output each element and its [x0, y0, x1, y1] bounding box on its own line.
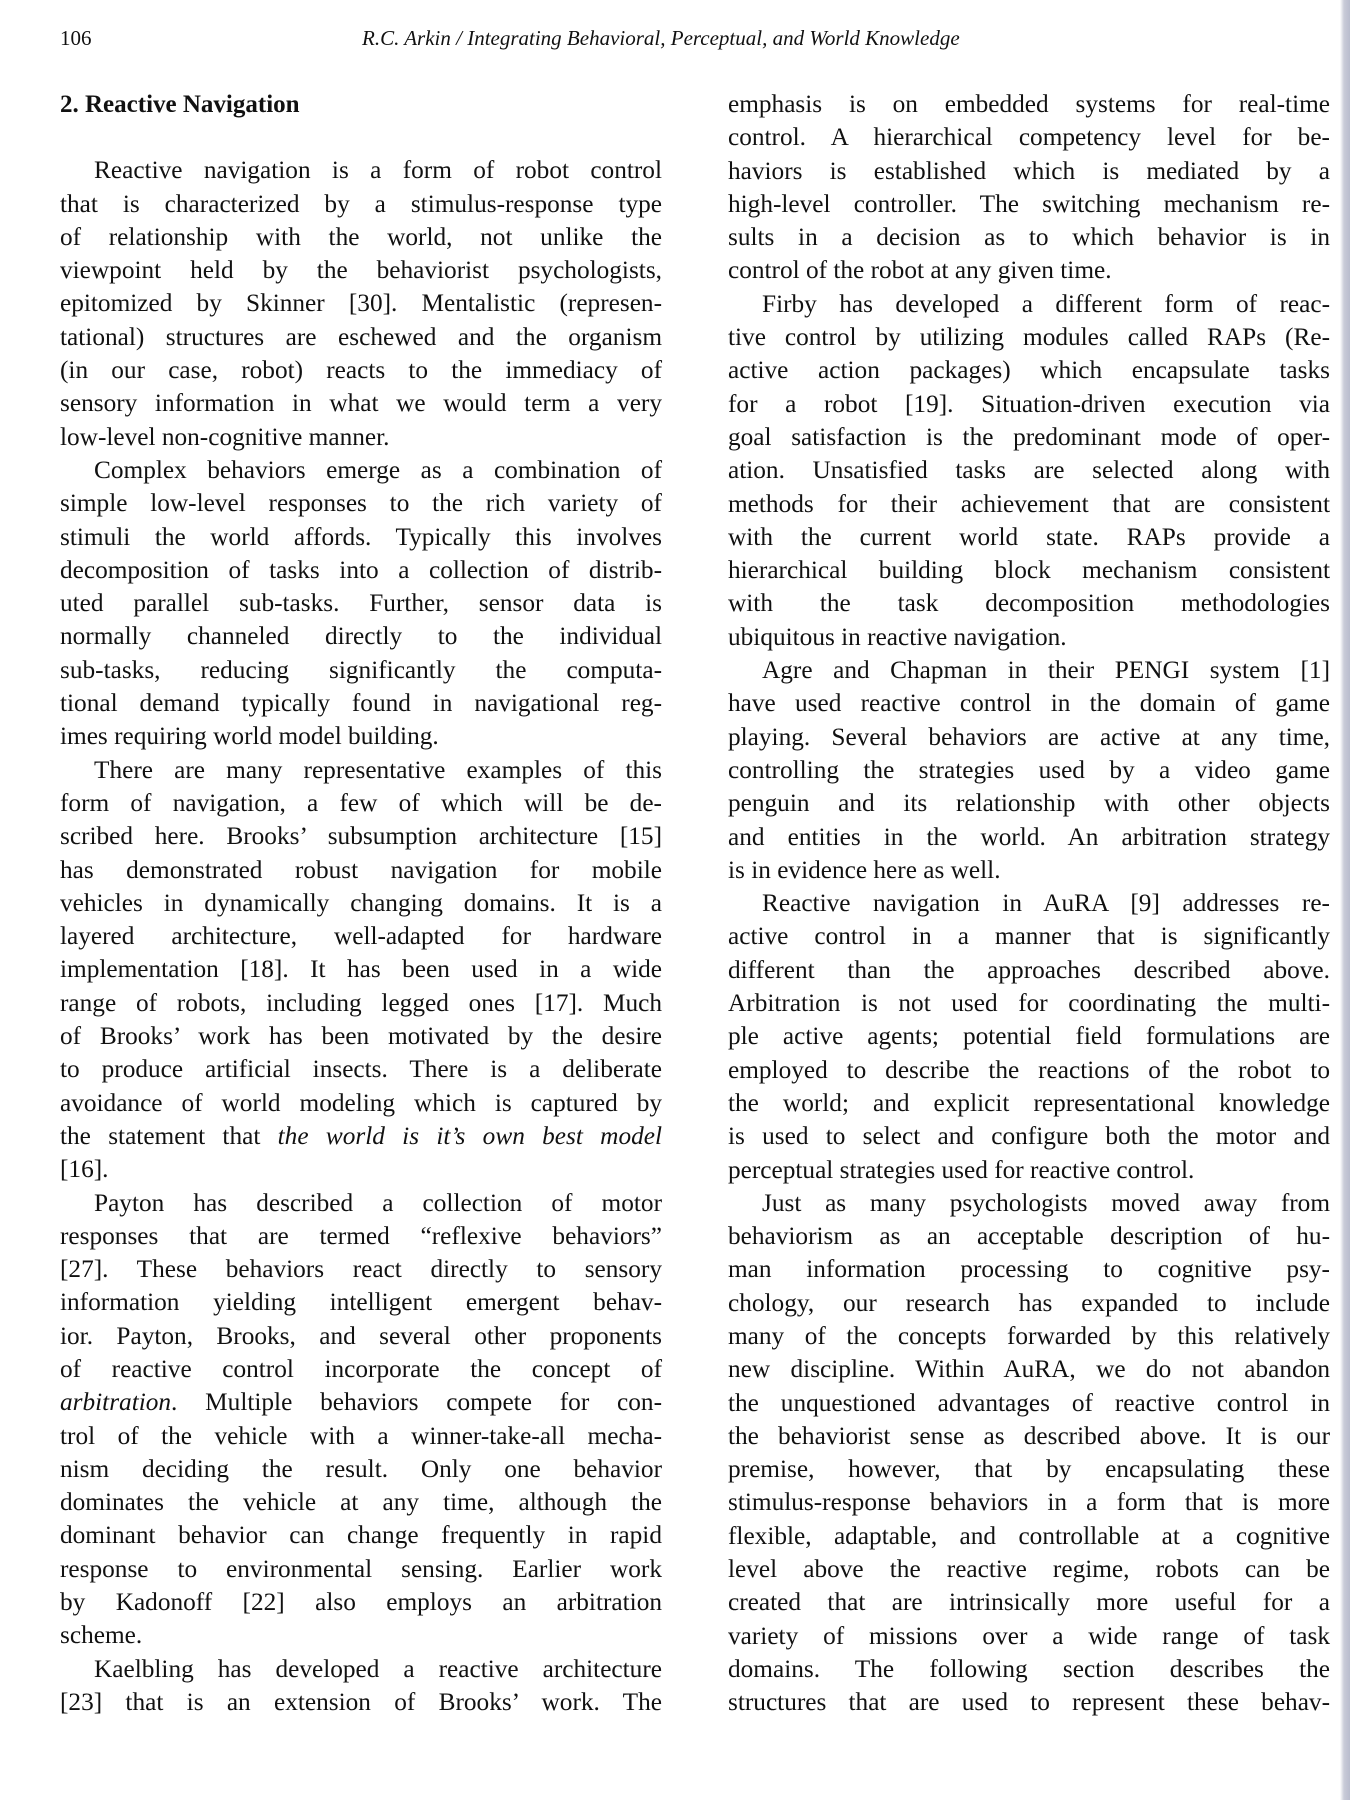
text-line: tional demand typically found in navigational reg- [60, 689, 662, 718]
text-line: created that are intrinsically more useful for a [728, 1588, 1330, 1617]
text-line: with the task decomposition methodologies [728, 589, 1330, 618]
text-line: Agre and Chapman in their PENGI system [1] [762, 656, 1330, 685]
text-line: stimulus-response behaviors in a form that is more [728, 1488, 1330, 1517]
text-line: [16]. [60, 1155, 109, 1184]
text-line: layered architecture, well-adapted for hardware [60, 922, 662, 951]
text-line: tational) structures are eschewed and the organism [60, 322, 662, 351]
text-line: flexible, adaptable, and controllable at a cognitive [728, 1521, 1330, 1550]
text-line: response to environmental sensing. Earlier work [60, 1554, 662, 1583]
text-line: Reactive navigation in AuRA [9] addresses re- [762, 889, 1330, 918]
text-line: playing. Several behaviors are active at any time, [728, 722, 1330, 751]
text-line: scribed here. Brooks’ subsumption architecture [15] [60, 822, 662, 851]
text-line: high-level controller. The switching mechanism re- [728, 189, 1330, 218]
text-line: Just as many psychologists moved away from [762, 1188, 1330, 1217]
text-line: ubiquitous in reactive navigation. [728, 622, 1067, 651]
text-line: behaviorism as an acceptable description of hu- [728, 1222, 1330, 1251]
text-line: sub-tasks, reducing significantly the computa- [60, 655, 662, 684]
text-line: trol of the vehicle with a winner-take-all mecha- [60, 1421, 662, 1450]
text-line: nism deciding the result. Only one behavior [60, 1454, 662, 1483]
text-line: perceptual strategies used for reactive control. [728, 1155, 1195, 1184]
text-line: active action packages) which encapsulate tasks [728, 356, 1330, 385]
text-line: the unquestioned advantages of reactive control in [728, 1388, 1330, 1417]
text-line: hierarchical building block mechanism consistent [728, 556, 1330, 585]
text-line-with-italic [60, 1120, 662, 1153]
text-line: viewpoint held by the behaviorist psychologists, [60, 256, 662, 285]
text-line: decomposition of tasks into a collection of distrib- [60, 555, 662, 584]
text-line: for a robot [19]. Situation-driven execution via [728, 389, 1330, 418]
text-line: new discipline. Within AuRA, we do not abandon [728, 1355, 1330, 1384]
text-line: is used to select and configure both the motor and [728, 1122, 1330, 1151]
text-line: range of robots, including legged ones [17]. Much [60, 988, 662, 1017]
text-line: normally channeled directly to the individual [60, 622, 662, 651]
text-line: implementation [18]. It has been used in a wide [60, 955, 662, 984]
text-line: the world; and explicit representational knowledge [728, 1088, 1330, 1117]
text-line: ior. Payton, Brooks, and several other proponents [60, 1321, 662, 1350]
text-line: responses that are termed “reflexive behaviors” [60, 1221, 662, 1250]
running-header [0, 26, 1350, 56]
text-line: epitomized by Skinner [30]. Mentalistic (represen- [60, 289, 662, 318]
text-line: vehicles in dynamically changing domains. It is a [60, 888, 662, 917]
text-line: sults in a decision as to which behavior is in [728, 223, 1330, 252]
text-line: control of the robot at any given time. [728, 256, 1112, 285]
text-line: There are many representative examples of this [94, 755, 662, 784]
text-line: of relationship with the world, not unlike the [60, 222, 662, 251]
text-segment: . Multiple behaviors compete for con- [171, 1388, 662, 1417]
text-line: emphasis is on embedded systems for real-time [728, 90, 1330, 118]
text-line: haviors is established which is mediated by a [728, 156, 1330, 185]
page-number: 106 [60, 26, 92, 50]
text-line: have used reactive control in the domain of game [728, 689, 1330, 718]
text-line: has demonstrated robust navigation for mobile [60, 855, 662, 884]
text-line: many of the concepts forwarded by this relatively [728, 1321, 1330, 1350]
text-line: premise, however, that by encapsulating these [728, 1455, 1330, 1484]
text-line: tive control by utilizing modules called RAPs (Re- [728, 323, 1330, 352]
text-line: dominates the vehicle at any time, although the [60, 1488, 662, 1517]
text-line: the behaviorist sense as described above. It is our [728, 1421, 1330, 1450]
text-line: is in evidence here as well. [728, 855, 1001, 884]
text-line: chology, our research has expanded to include [728, 1288, 1330, 1317]
text-line: and entities in the world. An arbitration strategy [728, 822, 1330, 851]
text-line: Kaelbling has developed a reactive architecture [94, 1654, 662, 1683]
text-line: variety of missions over a wide range of task [728, 1621, 1330, 1650]
text-line: goal satisfaction is the predominant mode of oper- [728, 422, 1330, 451]
running-title: R.C. Arkin / Integrating Behavioral, Perceptual, and World Knowledge [362, 26, 960, 50]
text-line: controlling the strategies used by a video game [728, 755, 1330, 784]
text-line: form of navigation, a few of which will be de- [60, 788, 662, 817]
section-heading: 2. Reactive Navigation [60, 91, 300, 118]
text-line: dominant behavior can change frequently in rapid [60, 1521, 662, 1550]
italic-term: arbitration [60, 1388, 172, 1417]
text-line: methods for their achievement that are consistent [728, 489, 1330, 518]
text-line: by Kadonoff [22] also employs an arbitration [60, 1588, 662, 1617]
text-line: simple low-level responses to the rich variety of [60, 489, 662, 518]
text-line-with-italic [60, 1386, 662, 1419]
italic-phrase: the world is it’s own best model [277, 1121, 662, 1150]
text-line: [23] that is an extension of Brooks’ work. The [60, 1687, 662, 1716]
right-column [728, 88, 1330, 1720]
text-line: to produce artificial insects. There is a deliberate [60, 1055, 662, 1084]
text-line: structures that are used to represent these behav- [728, 1688, 1330, 1717]
text-line: scheme. [60, 1621, 143, 1650]
text-line: avoidance of world modeling which is captured by [60, 1088, 662, 1117]
text-line: imes requiring world model building. [60, 722, 439, 751]
text-line: different than the approaches described above. [728, 955, 1330, 984]
left-column [60, 88, 662, 1719]
text-line: Arbitration is not used for coordinating the multi- [728, 989, 1330, 1018]
text-line: employed to describe the reactions of the robot to [728, 1055, 1330, 1084]
text-line: (in our case, robot) reacts to the immediacy of [60, 356, 662, 385]
text-line: control. A hierarchical competency level for be- [728, 123, 1330, 152]
text-line: of Brooks’ work has been motivated by the desire [60, 1022, 662, 1051]
text-line: stimuli the world affords. Typically this involves [60, 522, 662, 551]
text-line: penguin and its relationship with other objects [728, 789, 1330, 818]
text-line: level above the reactive regime, robots can be [728, 1555, 1330, 1584]
text-line: Reactive navigation is a form of robot control [94, 156, 662, 185]
text-line: uted parallel sub-tasks. Further, sensor data is [60, 589, 662, 618]
text-line: information yielding intelligent emergent behav- [60, 1288, 662, 1317]
text-line: [27]. These behaviors react directly to sensory [60, 1255, 662, 1284]
text-line: ple active agents; potential field formulations are [728, 1022, 1330, 1051]
text-line: ation. Unsatisfied tasks are selected along with [728, 456, 1330, 485]
text-line: with the current world state. RAPs provide a [728, 522, 1330, 551]
text-line: Firby has developed a different form of reac- [762, 289, 1330, 318]
text-line: sensory information in what we would term a very [60, 389, 662, 418]
text-line: active control in a manner that is significantly [728, 922, 1330, 951]
text-line: Complex behaviors emerge as a combination of [94, 455, 662, 484]
text-line: that is characterized by a stimulus-response type [60, 189, 662, 218]
text-line: of reactive control incorporate the concept of [60, 1354, 662, 1383]
text-line: domains. The following section describes the [728, 1654, 1330, 1683]
text-line: man information processing to cognitive psy- [728, 1255, 1330, 1284]
text-line: low-level non-cognitive manner. [60, 422, 390, 451]
text-segment: the statement that [60, 1121, 278, 1150]
scan-shadow-edge [1340, 0, 1350, 1800]
text-line: Payton has described a collection of motor [94, 1188, 662, 1217]
